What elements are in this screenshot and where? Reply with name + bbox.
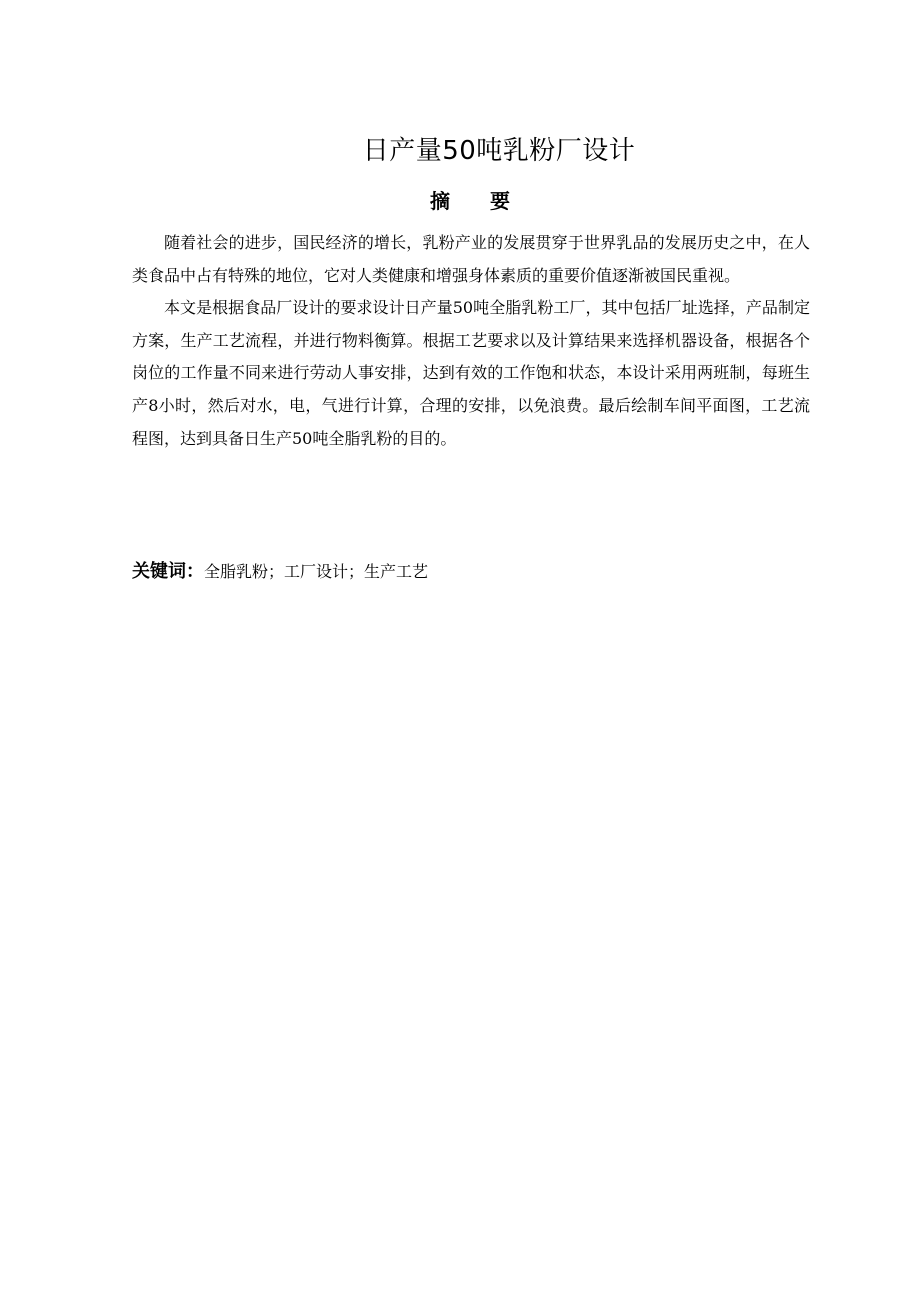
keywords-line <box>132 555 810 589</box>
document-title: 日产量50吨乳粉厂设计 <box>362 136 636 166</box>
keywords-value: 全脂乳粉；工厂设计；生产工艺 <box>204 562 429 581</box>
abstract-heading: 摘要 <box>430 189 550 213</box>
abstract-paragraph-2: 本文是根据食品厂设计的要求设计日产量50吨全脂乳粉工厂，其中包括厂址选择，产品制定方案，生产工艺流程，并进行物料衡算。根据工艺要求以及计算结果来选择机器设备，根据各个岗位的工作量不同来进行劳动人事安排，达到有效的工作饱和状态，本设计采用两班制，每班生产8小时，然后对水，电，气进行计算，合理的安排，以免浪费。最后绘制车间平面图，工艺流程图，达到具备日生产50吨全脂乳粉的目的。 <box>132 298 810 448</box>
keywords-label: 关键词： <box>132 561 204 582</box>
abstract-paragraph-1: 随着社会的进步，国民经济的增长，乳粉产业的发展贯穿于世界乳品的发展历史之中，在人类食品中占有特殊的地位，它对人类健康和增强身体素质的重要价值逐渐被国民重视。 <box>132 233 810 285</box>
abstract-body <box>132 227 810 455</box>
